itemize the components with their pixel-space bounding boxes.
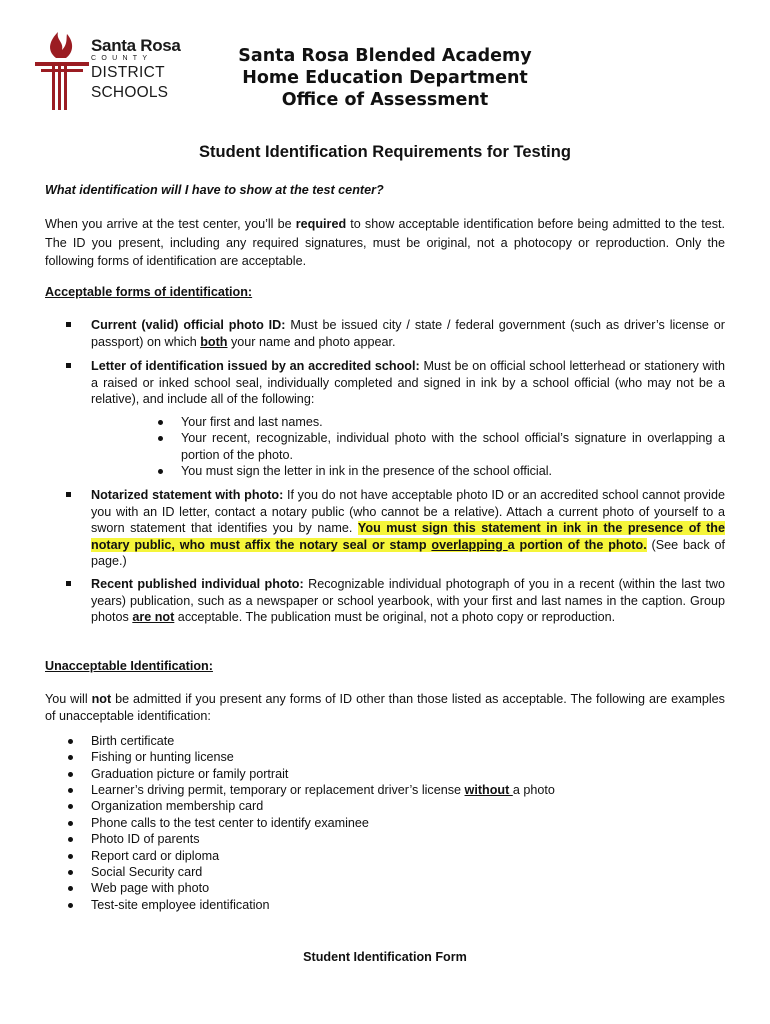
department-name: Home Education Department (242, 68, 528, 88)
bullet-dot-icon (68, 886, 73, 891)
square-bullet-icon (66, 363, 71, 368)
bullet-dot-icon (68, 772, 73, 777)
list-item: Fishing or hunting license (91, 750, 234, 764)
form-title: Student Identification Form (303, 950, 467, 964)
logo-line-2: COUNTY (91, 55, 153, 62)
sub-item-sign: You must sign the letter in ink in the presence of the school official. (181, 464, 553, 478)
list-item: Graduation picture or family portrait (91, 767, 289, 781)
bullet-dot-icon (158, 420, 163, 425)
bullet-dot-icon (158, 436, 163, 441)
bullet-dot-icon (68, 739, 73, 744)
logo-line-1: Santa Rosa (91, 36, 181, 55)
unacceptable-intro: You will not be admitted if you present any forms of ID other than those listed as acceptable. The following are examples of unacceptable identification: (45, 692, 725, 723)
bullet-dot-icon (68, 903, 73, 908)
bullet-dot-icon (68, 804, 73, 809)
list-item: Photo ID of parents (91, 832, 200, 846)
bullet-dot-icon (68, 788, 73, 793)
acceptable-item-school-letter: Letter of identification issued by an accredited school: Must be on official school letterhead or stationery with a raised or inked school seal, individually completed and signed in ink by a school official (who may not be a relative), and include all of the following: (91, 359, 725, 406)
square-bullet-icon (66, 322, 71, 327)
logo-line-3: DISTRICT (91, 64, 165, 81)
bullet-dot-icon (68, 821, 73, 826)
list-item: Test-site employee identification (91, 898, 270, 912)
page-title: Student Identification Requirements for Testing (199, 143, 571, 161)
list-item: Report card or diploma (91, 849, 220, 863)
sub-item-names: Your first and last names. (181, 415, 323, 429)
square-bullet-icon (66, 492, 71, 497)
list-item: Birth certificate (91, 734, 175, 748)
acceptable-item-published-photo: Recent published individual photo: Recognizable individual photograph of you in a recent (within the last two years) publication, such as a newspaper or school yearbook, with your first and last names in the caption. Group photos are not acceptable. The publication must be original, not a photo copy or reproduction. (91, 577, 725, 624)
acceptable-item-notarized: Notarized statement with photo: If you do not have acceptable photo ID or an accredited school cannot provide you with an ID letter, contact a notary public (who cannot be a relative). Attach a current photo of yourself to a sworn statement that identifies you by name. You must sign this statement in ink in the presence of the notary public, who must affix the notary seal or stamp overlapping a portion of the photo. (See back of page.) (91, 488, 725, 568)
bullet-dot-icon (68, 854, 73, 859)
office-name: Office of Assessment (281, 90, 489, 110)
bullet-dot-icon (68, 870, 73, 875)
org-name: Santa Rosa Blended Academy (238, 46, 532, 66)
acceptable-heading: Acceptable forms of identification: (45, 285, 253, 299)
logo-line-4: SCHOOLS (91, 84, 169, 101)
square-bullet-icon (66, 581, 71, 586)
sub-item-photo: Your recent, recognizable, individual photo with the school official’s signature in overlapping a portion of the photo. (181, 431, 725, 462)
intro-paragraph: When you arrive at the test center, you’ll be required to show acceptable identification before being admitted to the test. The ID you present, including any required signatures, must be original, not a photocopy or reproduction. Only the following forms of identification are acceptable. (45, 217, 725, 268)
question-heading: What identification will I have to show at the test center? (45, 183, 384, 197)
list-item: Phone calls to the test center to identify examinee (91, 816, 369, 830)
list-item: Social Security card (91, 865, 203, 879)
bullet-dot-icon (68, 755, 73, 760)
bullet-dot-icon (68, 837, 73, 842)
unacceptable-heading: Unacceptable Identification: (45, 659, 213, 673)
acceptable-item-photo-id: Current (valid) official photo ID: Must be issued city / state / federal government (such as driver’s license or passport) on which both your name and photo appear. (91, 318, 725, 349)
list-item: Learner’s driving permit, temporary or replacement driver’s license without a photo (91, 783, 555, 797)
list-item: Organization membership card (91, 799, 264, 813)
bullet-dot-icon (158, 469, 163, 474)
list-item: Web page with photo (91, 881, 210, 895)
